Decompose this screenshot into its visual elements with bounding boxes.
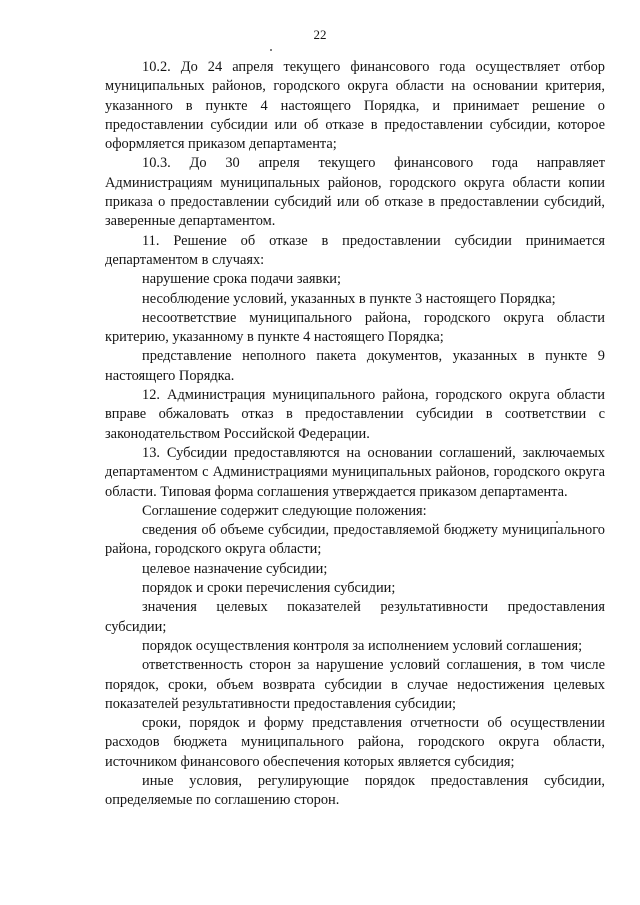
agreement-intro: Соглашение содержит следующие положения:: [142, 502, 427, 519]
agreement-item-volume: сведения об объеме субсидии, предоставляемой бюджету муниципального района, городского округа области;: [105, 522, 605, 558]
refusal-case-conditions: несоблюдение условий, указанных в пункте 3 настоящего Порядка;: [142, 290, 556, 307]
scan-speck: [270, 49, 272, 51]
paragraph-10-2: 10.2. До 24 апреля текущего финансового года осуществляет отбор муниципальных районов, городского округа области на основании критерия, указанного в пункте 4 настоящего Порядка, и принимает решение о предоставлении субсидии или об отказе в предоставлении субсидии, которое оформляется приказом департамента;: [105, 59, 605, 153]
agreement-item-purpose: целевое назначение субсидии;: [142, 560, 328, 577]
agreement-item-indicators: значения целевых показателей результативности предоставления субсидии;: [105, 599, 605, 635]
agreement-item-reporting: сроки, порядок и форму представления отчетности об осуществлении расходов бюджета муниципального района, городского округа области, источником финансового обеспечения которых является субсидия;: [105, 715, 605, 770]
refusal-case-criterion: несоответствие муниципального района, городского округа области критерию, указанному в пункте 4 настоящего Порядка;: [105, 309, 605, 346]
paragraph-11: 11. Решение об отказе в предоставлении субсидии принимается департаментом в случаях:: [105, 232, 605, 268]
agreement-item-transfer: порядок и сроки перечисления субсидии;: [142, 580, 396, 597]
refusal-case-deadline: нарушение срока подачи заявки;: [142, 271, 342, 288]
agreement-item-other: иные условия, регулирующие порядок предоставления субсидии, определяемые по соглашению сторон.: [105, 772, 605, 809]
document-body: [105, 58, 605, 811]
paragraph-13: 13. Субсидии предоставляются на основании соглашений, заключаемых департаментом с Администрациями муниципальных районов, городского округа области. Типовая форма соглашения утверждается приказом департамента.: [105, 444, 605, 500]
paragraph-12: 12. Администрация муниципального района, городского округа области вправе обжаловать отказ в предоставлении субсидии в соответствии с законодательством Российской Федерации.: [105, 387, 605, 442]
agreement-item-liability: ответственность сторон за нарушение условий соглашения, в том числе порядок, сроки, объем возврата субсидии в случае недостижения целевых показателей результативности предоставления субсидии;: [105, 657, 605, 712]
paragraph-10-3: 10.3. До 30 апреля текущего финансового года направляет Администрациям муниципальных районов, городского округа области копии приказа о предоставлении субсидий или об отказе в предоставлении субсидий, заверенные департаментом.: [105, 155, 605, 230]
agreement-item-control: порядок осуществления контроля за исполнением условий соглашения;: [142, 637, 583, 654]
page-number: 22: [313, 27, 327, 42]
refusal-case-documents: представление неполного пакета документов, указанных в пункте 9 настоящего Порядка.: [105, 348, 605, 384]
